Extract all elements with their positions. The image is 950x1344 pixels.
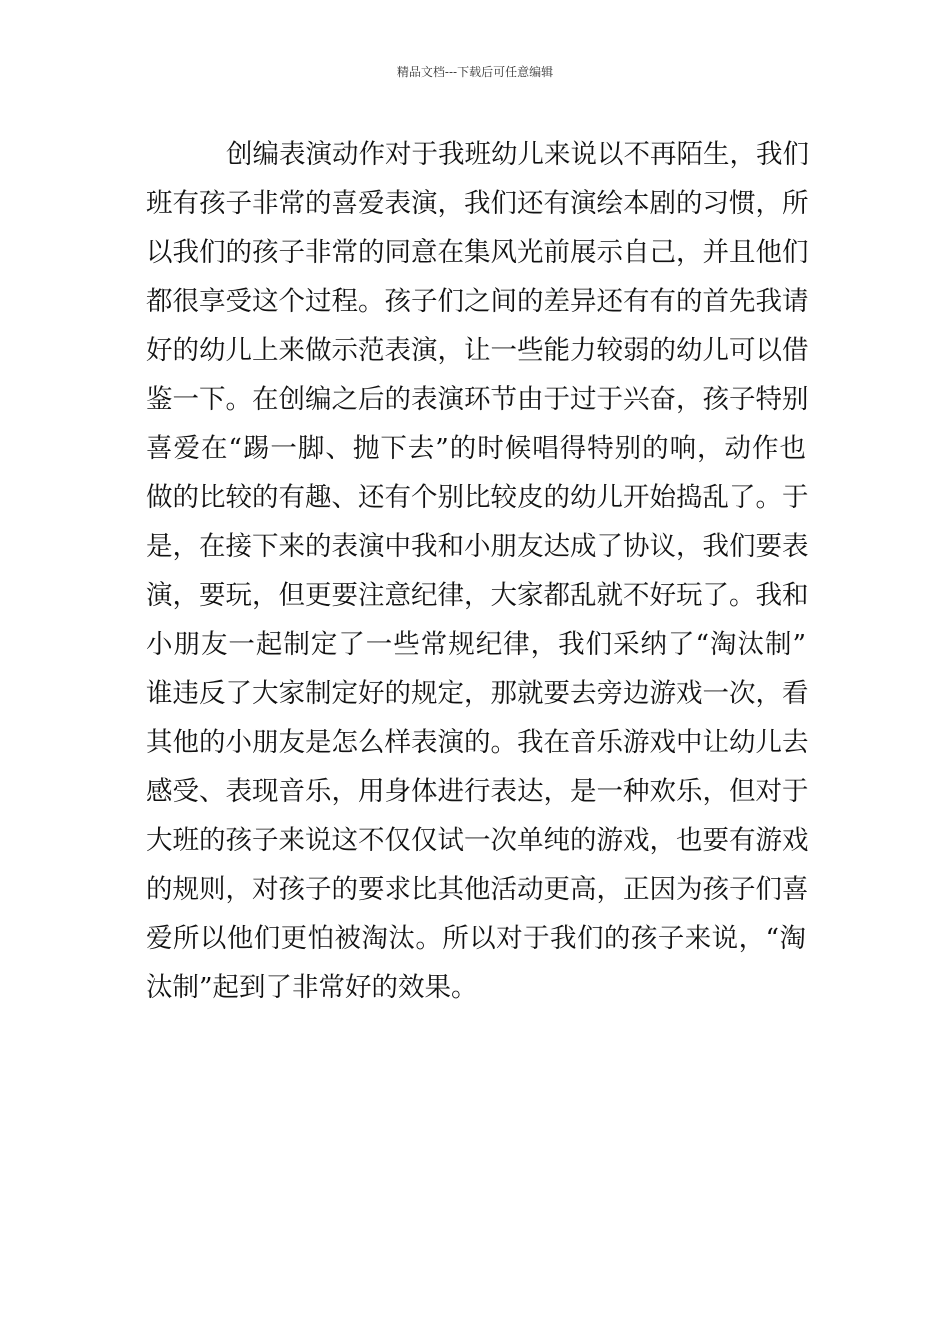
text-line: 其他的小朋友是怎么样表演的。我在音乐游戏中让幼儿去 xyxy=(146,727,809,758)
text-line: 感受、表现音乐，用身体进行表达，是一种欢乐，但对于 xyxy=(146,776,809,807)
text-line: 爱所以他们更怕被淘汰。所以对于我们的孩子来说，“淘 xyxy=(146,923,806,954)
text-line: 好的幼儿上来做示范表演，让一些能力较弱的幼儿可以借 xyxy=(146,335,809,366)
text-line: 班有孩子非常的喜爱表演，我们还有演绘本剧的习惯，所 xyxy=(146,188,809,219)
body-paragraph xyxy=(146,130,809,1012)
text-line: 喜爱在“踢一脚、抛下去”的时候唱得特别的响，动作也 xyxy=(146,433,806,464)
text-line: 做的比较的有趣、还有个别比较皮的幼儿开始捣乱了。于 xyxy=(146,482,809,513)
text-line: 鉴一下。在创编之后的表演环节由于过于兴奋，孩子特别 xyxy=(146,384,809,415)
page-header: 精品文档---下载后可任意编辑 xyxy=(396,65,554,79)
text-line: 都很享受这个过程。孩子们之间的差异还有有的首先我请 xyxy=(146,286,809,317)
text-line: 演，要玩，但更要注意纪律，大家都乱就不好玩了。我和 xyxy=(146,580,809,611)
text-line: 谁违反了大家制定好的规定，那就要去旁边游戏一次，看 xyxy=(146,678,809,709)
text-line: 的规则，对孩子的要求比其他活动更高，正因为孩子们喜 xyxy=(146,874,809,905)
text-line: 是，在接下来的表演中我和小朋友达成了协议，我们要表 xyxy=(146,531,809,562)
text-line: 创编表演动作对于我班幼儿来说以不再陌生，我们 xyxy=(226,139,809,170)
text-line: 以我们的孩子非常的同意在集风光前展示自己，并且他们 xyxy=(146,237,809,268)
text-line: 大班的孩子来说这不仅仅试一次单纯的游戏，也要有游戏 xyxy=(146,825,809,856)
text-line: 汰制”起到了非常好的效果。 xyxy=(146,972,478,1003)
text-line: 小朋友一起制定了一些常规纪律，我们采纳了“淘汰制” xyxy=(146,629,806,660)
